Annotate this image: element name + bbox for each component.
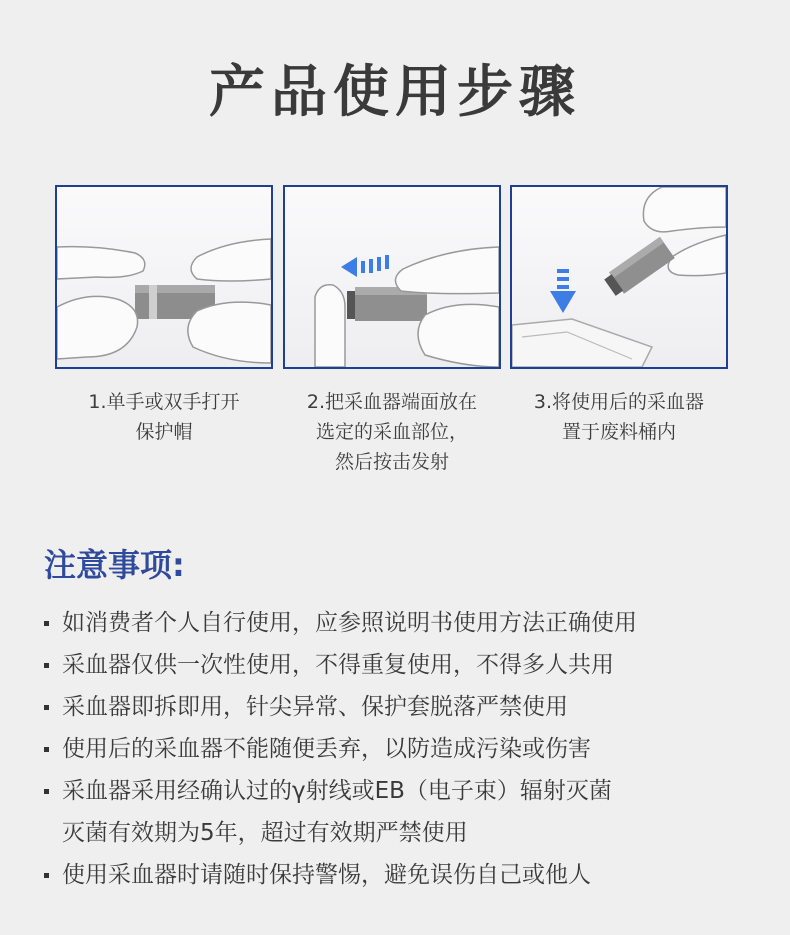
notice-item-text: 采血器采用经确认过的γ射线或EB（电子束）辐射灭菌 灭菌有效期为5年，超过有效期严禁使用 <box>62 778 612 846</box>
step-1-caption: 1.单手或双手打开 保护帽 <box>88 391 240 443</box>
bullet-icon <box>44 873 49 878</box>
step-3-illustration <box>510 185 728 369</box>
step-2-illustration <box>283 185 501 369</box>
notice-item <box>40 602 760 644</box>
step-2-caption: 2.把采血器端面放在 选定的采血部位， 然后按击发射 <box>306 391 478 473</box>
step-3 <box>510 185 728 447</box>
notice-item-text: 如消费者个人自行使用，应参照说明书使用方法正确使用 <box>62 610 637 636</box>
notice-item-text: 使用后的采血器不能随便丢弃，以防造成污染或伤害 <box>62 736 591 762</box>
notice-item <box>40 686 760 728</box>
bullet-icon <box>44 747 49 752</box>
step-1 <box>55 185 273 447</box>
notice-item <box>40 644 760 686</box>
step-2 <box>283 185 501 477</box>
notice-item-text: 采血器即拆即用，针尖异常、保护套脱落严禁使用 <box>62 694 568 720</box>
page-title: 产品使用步骤 <box>209 60 581 125</box>
notice-item <box>40 770 760 854</box>
bullet-icon <box>44 663 49 668</box>
bullet-icon <box>44 621 49 626</box>
notice-item-text: 采血器仅供一次性使用，不得重复使用，不得多人共用 <box>62 652 614 678</box>
step-3-caption: 3.将使用后的采血器 置于废料桶内 <box>533 391 705 443</box>
bullet-icon <box>44 705 49 710</box>
bullet-icon <box>44 789 49 794</box>
notice-item <box>40 728 760 770</box>
notice-list <box>40 602 760 896</box>
notice-title: 注意事项: <box>44 546 185 584</box>
notice-item <box>40 854 760 896</box>
step-1-illustration <box>55 185 273 369</box>
notice-item-text: 使用采血器时请随时保持警惕，避免误伤自己或他人 <box>62 862 591 888</box>
